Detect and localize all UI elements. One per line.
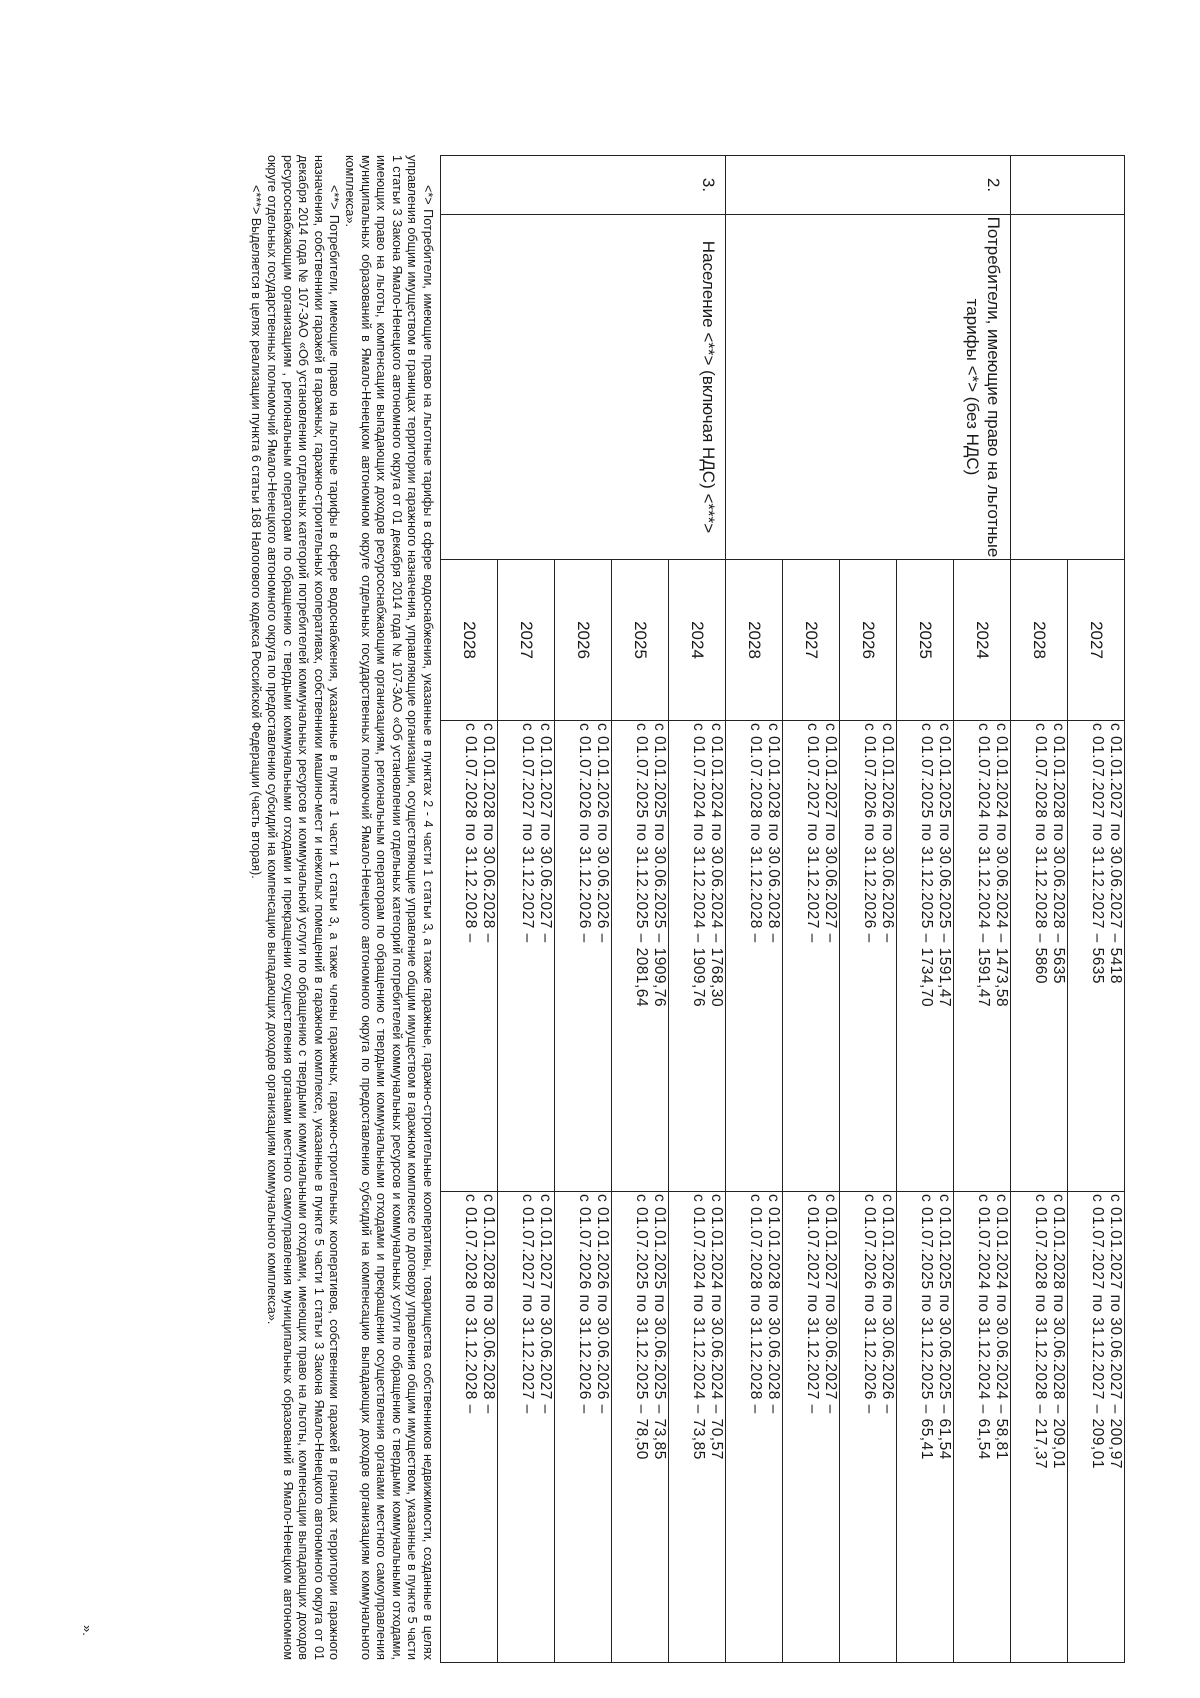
tariff-period-cell-2 bbox=[498, 1192, 555, 1663]
table-row bbox=[954, 156, 1011, 1663]
tariff-period-line: с 01.01.2027 по 30.06.2027 – bbox=[822, 1194, 839, 1414]
tariff-period-line: с 01.07.2026 по 31.12.2026 – bbox=[861, 1194, 878, 1414]
tariff-period-line: с 01.01.2027 по 30.06.2027 – bbox=[537, 1194, 554, 1414]
tariff-period-line: с 01.01.2025 по 30.06.2025 – 1909,76 bbox=[651, 723, 668, 1008]
tariff-period-line: с 01.07.2028 по 31.12.2028 – bbox=[747, 1194, 764, 1414]
year-cell: 2027 bbox=[783, 560, 840, 721]
consumer-category: Потребители, имеющие право на льготные тарифы <*> (без НДС) bbox=[963, 216, 1003, 558]
tariff-period-line: с 01.01.2028 по 30.06.2028 – 209,01 bbox=[1050, 1194, 1067, 1469]
footnotes bbox=[248, 155, 435, 1660]
tariff-period-line: с 01.07.2026 по 31.12.2026 – bbox=[861, 723, 878, 943]
tariff-period-line: с 01.01.2026 по 30.06.2026 – bbox=[594, 1194, 611, 1414]
tariff-period-cell-2 bbox=[441, 1192, 498, 1663]
tariff-period-cell-2 bbox=[840, 1192, 897, 1663]
tariff-period-line: с 01.01.2024 по 30.06.2024 – 70,57 bbox=[708, 1194, 725, 1460]
tariff-period-line: с 01.01.2025 по 30.06.2025 – 61,54 bbox=[936, 1194, 953, 1460]
tariff-period-line: с 01.01.2028 по 30.06.2028 – bbox=[765, 1194, 782, 1414]
tariff-period-cell-1 bbox=[1068, 721, 1125, 1192]
tariff-period-line: с 01.07.2027 по 31.12.2027 – 209,01 bbox=[1089, 1194, 1106, 1469]
tariff-period-line: с 01.07.2028 по 31.12.2028 – 5860 bbox=[1032, 723, 1049, 985]
tariff-period-line: с 01.07.2024 по 31.12.2024 – 1591,47 bbox=[975, 723, 992, 1008]
tariff-period-line: с 01.07.2027 по 31.12.2027 – bbox=[804, 1194, 821, 1414]
row-number-cell bbox=[441, 156, 726, 215]
year-cell: 2027 bbox=[1068, 560, 1125, 721]
tariff-period-cell-1 bbox=[498, 721, 555, 1192]
year-cell: 2024 bbox=[669, 560, 726, 721]
tariff-period-line: с 01.01.2027 по 30.06.2027 – 5418 bbox=[1107, 723, 1124, 985]
year-cell: 2028 bbox=[726, 560, 783, 721]
tariff-period-line: с 01.01.2028 по 30.06.2028 – bbox=[480, 723, 497, 943]
tariff-period-cell-1 bbox=[669, 721, 726, 1192]
tariff-period-line: с 01.01.2027 по 30.06.2027 – 200,97 bbox=[1107, 1194, 1124, 1469]
tariff-period-line: с 01.07.2027 по 31.12.2027 – 5635 bbox=[1089, 723, 1106, 985]
tariff-period-line: с 01.01.2025 по 30.06.2025 – 73,85 bbox=[651, 1194, 668, 1460]
tariff-period-cell-2 bbox=[1011, 1192, 1068, 1663]
tariff-period-cell-2 bbox=[783, 1192, 840, 1663]
tariff-period-cell-1 bbox=[612, 721, 669, 1192]
tariff-period-line: с 01.07.2024 по 31.12.2024 – 73,85 bbox=[690, 1194, 707, 1460]
tariff-period-line: с 01.01.2024 по 30.06.2024 – 58,81 bbox=[993, 1194, 1010, 1460]
tariff-period-line: с 01.07.2026 по 31.12.2026 – bbox=[576, 723, 593, 943]
tariff-period-line: с 01.07.2028 по 31.12.2028 – bbox=[462, 723, 479, 943]
tariff-period-cell-1 bbox=[555, 721, 612, 1192]
tariff-period-cell-2 bbox=[954, 1192, 1011, 1663]
tariff-period-cell-2 bbox=[897, 1192, 954, 1663]
tariff-period-cell-2 bbox=[1068, 1192, 1125, 1663]
row-number: 2. bbox=[984, 177, 1003, 193]
table-row bbox=[669, 156, 726, 1663]
table-row bbox=[1068, 156, 1125, 1663]
tariff-period-line: с 01.07.2025 по 31.12.2025 – 65,41 bbox=[918, 1194, 935, 1460]
tariff-period-line: с 01.07.2026 по 31.12.2026 – bbox=[576, 1194, 593, 1414]
footnote-3: <***> Выделяется в целях реализации пункта 6 статьи 168 Налогового кодекса Российской Федерации (часть вторая). bbox=[249, 185, 264, 879]
year-cell: 2028 bbox=[1011, 560, 1068, 721]
tariff-period-line: с 01.01.2026 по 30.06.2026 – bbox=[879, 1194, 896, 1414]
tariff-period-line: с 01.01.2026 по 30.06.2026 – bbox=[594, 723, 611, 943]
tariff-period-line: с 01.07.2027 по 31.12.2027 – bbox=[519, 723, 536, 943]
tariff-period-cell-1 bbox=[783, 721, 840, 1192]
tariff-period-cell-1 bbox=[441, 721, 498, 1192]
year-cell: 2025 bbox=[612, 560, 669, 721]
consumer-category-cell bbox=[441, 215, 726, 560]
tariff-period-cell-2 bbox=[726, 1192, 783, 1663]
row-number bbox=[1116, 156, 1124, 214]
tariff-period-line: с 01.07.2028 по 31.12.2028 – 217,37 bbox=[1032, 1194, 1049, 1469]
tariff-period-line: с 01.07.2025 по 31.12.2025 – 1734,70 bbox=[918, 723, 935, 1008]
tariff-period-line: с 01.07.2027 по 31.12.2027 – bbox=[804, 723, 821, 943]
tariff-table-body bbox=[441, 156, 1125, 1663]
tariff-period-line: с 01.07.2024 по 31.12.2024 – 61,54 bbox=[975, 1194, 992, 1460]
consumer-category-cell bbox=[726, 215, 1011, 560]
tariff-period-cell-2 bbox=[669, 1192, 726, 1663]
tariff-period-cell-1 bbox=[954, 721, 1011, 1192]
tariff-period-line: с 01.07.2025 по 31.12.2025 – 2081,64 bbox=[633, 723, 650, 1008]
tariff-period-cell-2 bbox=[612, 1192, 669, 1663]
tariff-period-cell-2 bbox=[555, 1192, 612, 1663]
year-cell: 2024 bbox=[954, 560, 1011, 721]
row-number-cell bbox=[1011, 156, 1125, 215]
tariff-period-line: с 01.01.2028 по 30.06.2028 – 5635 bbox=[1050, 723, 1067, 985]
tariff-period-line: с 01.01.2027 по 30.06.2027 – bbox=[822, 723, 839, 943]
consumer-category: Население <**> (включая НДС) <***> bbox=[699, 240, 718, 534]
year-cell: 2025 bbox=[897, 560, 954, 721]
tariff-period-cell-1 bbox=[897, 721, 954, 1192]
footnote-2: <**> Потребители, имеющие право на льготные тарифы в сфере водоснабжения, указанные в пункте 1 части 1 статьи 3, а также члены гаражных, гаражно-строительных кооперативов, собственники гаражей в границах территории гаражного назначения, собственники гаражей в гаражных, гаражно-строительных кооперативах, собственники машино-мест и нежилых помещений в гаражном комплексе, указанные в пункте 5 части 1 статьи 3 Закона Ямало-Ненецкого автономного округа от 01 декабря 2014 года № 107-ЗАО «Об установлении отдельных категорий потребителей коммунальных ресурсов и коммунальной услуги по обращению с твердыми коммунальными отходами, имеющих право на льготы, компенсации выпадающих доходов ресурсоснабжающим организациям , региональным операторам по обращению с твердыми коммунальными отходами и прекращении осуществления органами местного самоуправления муниципальных образований в Ямало-Ненецком автономном округе отдельных государственных полномочий Ямало-Ненецкого автономного округа по предоставлению субсидий на компенсацию выпадающих доходов организациям коммунального комплекса». bbox=[265, 155, 342, 1660]
tariff-period-line: с 01.01.2026 по 30.06.2026 – bbox=[879, 723, 896, 943]
tariff-period-line: с 01.07.2025 по 31.12.2025 – 78,50 bbox=[633, 1194, 650, 1460]
tariff-period-cell-1 bbox=[840, 721, 897, 1192]
tariff-period-line: с 01.01.2024 по 30.06.2024 – 1473,58 bbox=[993, 723, 1010, 1008]
tariff-period-line: с 01.01.2028 по 30.06.2028 – bbox=[765, 723, 782, 943]
row-number: 3. bbox=[699, 177, 718, 193]
tariff-period-cell-1 bbox=[726, 721, 783, 1192]
tariff-period-line: с 01.07.2027 по 31.12.2027 – bbox=[519, 1194, 536, 1414]
rotated-document-page bbox=[75, 155, 1125, 1665]
consumer-category-cell bbox=[1011, 215, 1125, 560]
closing-quote-mark: ». bbox=[80, 1625, 95, 1636]
tariff-table bbox=[440, 155, 1125, 1663]
tariff-period-line: с 01.07.2028 по 31.12.2028 – bbox=[462, 1194, 479, 1414]
tariff-period-cell-1 bbox=[1011, 721, 1068, 1192]
year-cell: 2027 bbox=[498, 560, 555, 721]
year-cell: 2026 bbox=[555, 560, 612, 721]
tariff-period-line: с 01.01.2028 по 30.06.2028 – bbox=[480, 1194, 497, 1414]
year-cell: 2028 bbox=[441, 560, 498, 721]
footnote-1: <*> Потребители, имеющие право на льготные тарифы в сфере водоснабжения, указанные в пунктах 2 - 4 части 1 статьи 3, а также гаражные, гаражно-строительные кооперативы, товарищества собственников недвижимости, созданные в целях управления общим имуществом в границах территории гаражного назначения, управляющие организации, осуществляющие управление общим имуществом в гаражном комплексе по договору управления общим имуществом, указанные в пункте 5 части 1 статьи 3 Закона Ямало-Ненецкого автономного округа от 01 декабря 2014 года № 107-ЗАО «Об установлении отдельных категорий потребителей коммунальных ресурсов и коммунальных услуги по обращению с твердыми коммунальными отходами, имеющих право на льготы, компенсации выпадающих доходов ресурсоснабжающим организациям, региональным операторам по обращению с твердыми коммунальными отходами и прекращении осуществления органами местного самоуправления муниципальных образований в Ямало-Ненецком автономном округе отдельных государственных полномочий Ямало-Ненецкого автономного округа по предоставлению субсидий на компенсацию выпадающих доходов организациям коммунального комплекса». bbox=[343, 155, 435, 1660]
tariff-period-line: с 01.01.2027 по 30.06.2027 – bbox=[537, 723, 554, 943]
tariff-period-line: с 01.01.2025 по 30.06.2025 – 1591,47 bbox=[936, 723, 953, 1008]
tariff-period-line: с 01.01.2024 по 30.06.2024 – 1768,30 bbox=[708, 723, 725, 1008]
year-cell: 2026 bbox=[840, 560, 897, 721]
tariff-period-line: с 01.07.2028 по 31.12.2028 – bbox=[747, 723, 764, 943]
row-number-cell bbox=[726, 156, 1011, 215]
tariff-period-line: с 01.07.2024 по 31.12.2024 – 1909,76 bbox=[690, 723, 707, 1008]
